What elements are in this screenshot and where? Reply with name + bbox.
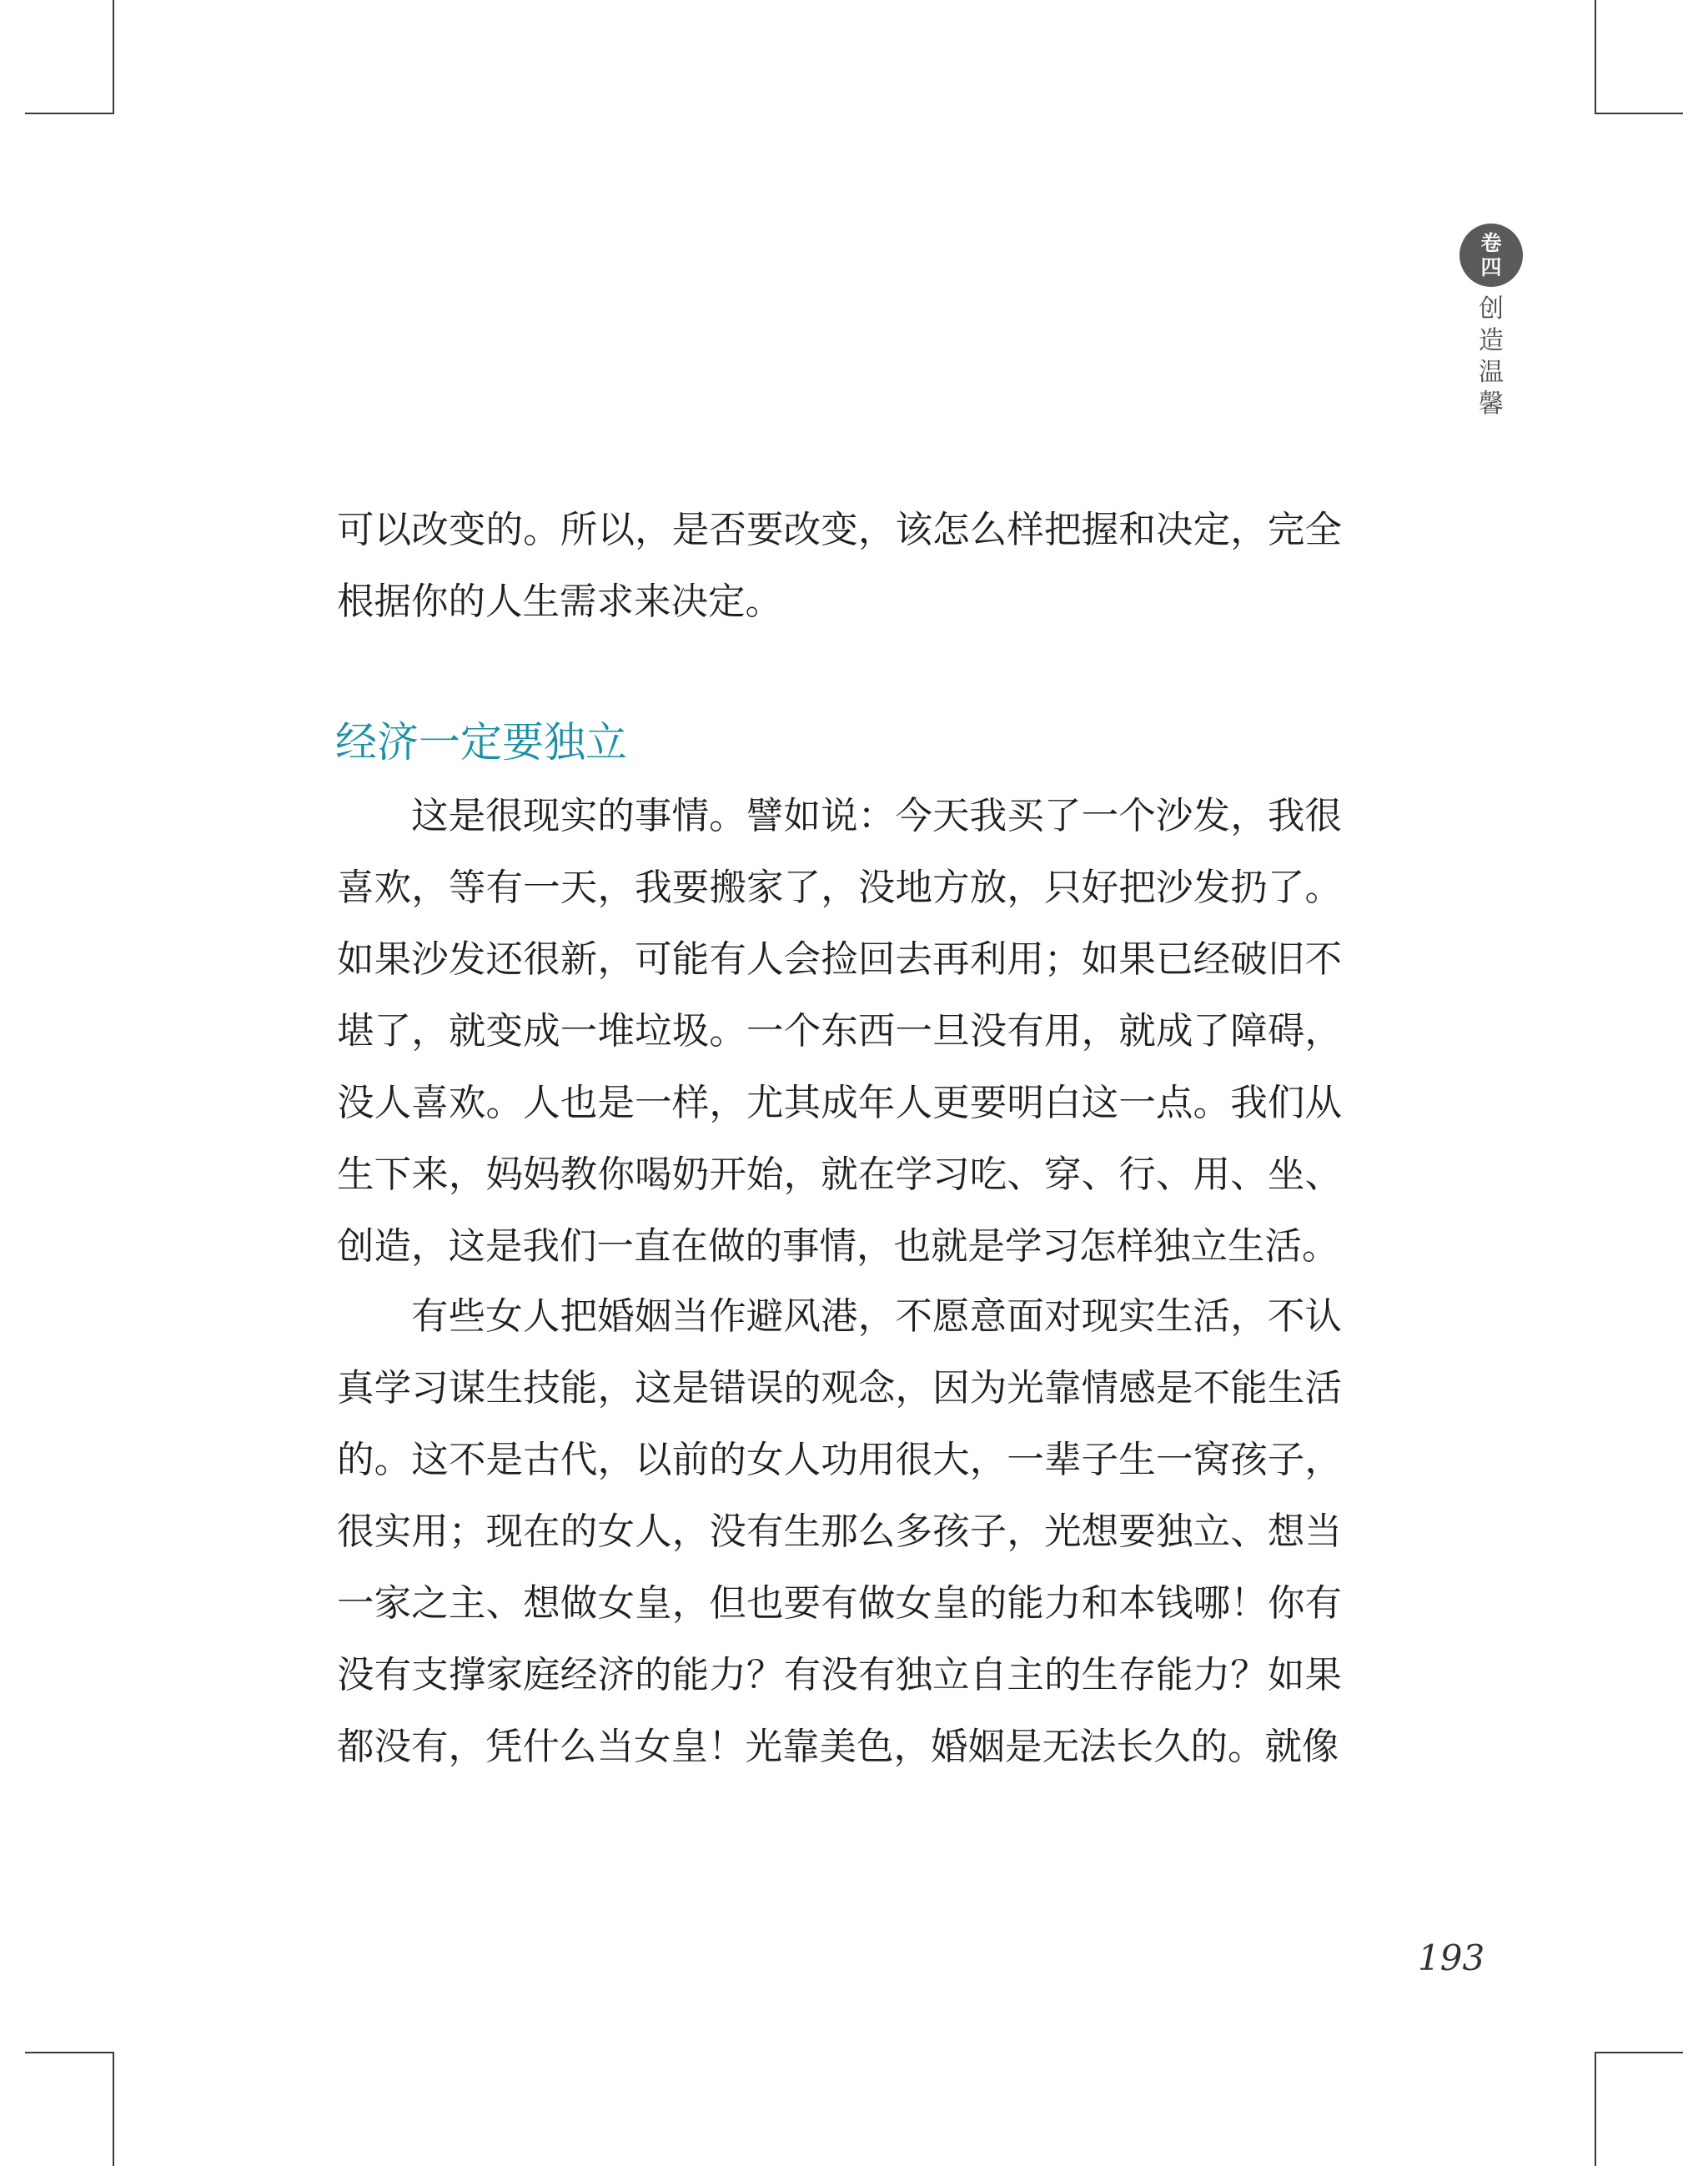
chapter-side-tab [1458,224,1525,420]
paragraph-1: 这是很现实的事情。譬如说：今天我买了一个沙发，我很喜欢，等有一天，我要搬家了，没地方放，只好把沙发扔了。如果沙发还很新，可能有人会捡回去再利用；如果已经破旧不堪了，就变成一堆垃圾。一个东西一旦没有用，就成了障碍，没人喜欢。人也是一样，尤其成年人更要明白这一点。我们从生下来，妈妈教你喝奶开始，就在学习吃、穿、行、用、坐、创造，这是我们一直在做的事情，也就是学习怎样独立生活。 [337,795,1342,1268]
chapter-title-char: 温 [1479,358,1504,387]
crop-mark-bottom-right-vertical [1595,2052,1596,2166]
page-number: 193 [1418,1937,1485,1978]
crop-mark-bottom-left-horizontal [25,2052,114,2053]
crop-mark-top-right-horizontal [1595,113,1683,114]
chapter-title-char: 馨 [1479,389,1504,419]
paragraph-continued: 可以改变的。所以，是否要改变，该怎么样把握和决定，完全根据你的人生需求来决定。 [337,509,1342,623]
volume-label-char: 卷 [1480,231,1502,255]
crop-mark-bottom-right-horizontal [1595,2052,1683,2053]
crop-mark-top-right-vertical [1595,0,1596,114]
section-heading: 经济一定要独立 [335,718,627,766]
paragraph-2: 有些女人把婚姻当作避风港，不愿意面对现实生活，不认真学习谋生技能，这是错误的观念，因为光靠情感是不能生活的。这不是古代，以前的女人功用很大，一辈子生一窝孩子，很实用；现在的女人，没有生那么多孩子，光想要独立、想当一家之主、想做女皇，但也要有做女皇的能力和本钱哪！你有没有支撑家庭经济的能力？有没有独立自主的生存能力？如果都没有，凭什么当女皇！光靠美色，婚姻是无法长久的。就像 [337,1295,1342,1768]
crop-mark-top-left-vertical [113,0,114,114]
volume-badge [1459,224,1523,287]
volume-label-char: 四 [1480,255,1502,279]
chapter-title-vertical [1479,294,1504,420]
crop-mark-top-left-horizontal [25,113,114,114]
chapter-title-char: 造 [1479,326,1504,355]
chapter-title-char: 创 [1479,294,1504,324]
crop-mark-bottom-left-vertical [113,2052,114,2166]
